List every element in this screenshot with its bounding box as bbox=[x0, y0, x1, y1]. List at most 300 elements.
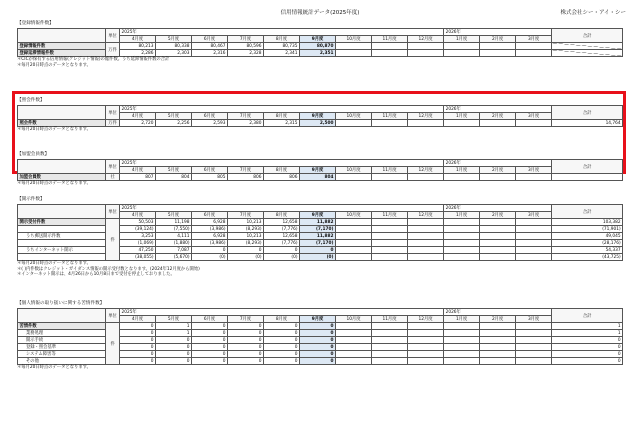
value-cell: 804 bbox=[156, 174, 192, 181]
month-header: 8月度 bbox=[264, 167, 300, 174]
value-cell: 0 bbox=[192, 337, 228, 344]
value-cell: 0 bbox=[120, 344, 156, 351]
value-cell bbox=[444, 247, 480, 254]
value-cell bbox=[336, 50, 372, 57]
total-cell: 14,764 bbox=[552, 120, 623, 127]
value-cell: 2,316 bbox=[192, 50, 228, 57]
section-notes bbox=[17, 181, 622, 187]
note-line: ＊( )内件数はクレジット・ガイダンス情報の開示受付数となります。(2024年12月度から開始) bbox=[17, 266, 200, 272]
month-header: 5月度 bbox=[156, 212, 192, 219]
value-cell bbox=[516, 351, 552, 358]
value-cell: 0 bbox=[192, 330, 228, 337]
value-cell bbox=[372, 233, 408, 240]
value-cell bbox=[336, 344, 372, 351]
value-cell: 0 bbox=[228, 323, 264, 330]
month-header: 2月度 bbox=[480, 167, 516, 174]
month-header: 6月度 bbox=[192, 36, 228, 43]
section-label: 【個人情報の取り扱いに関する苦情件数】 bbox=[17, 301, 105, 306]
month-header: 1月度 bbox=[444, 316, 480, 323]
value-cell: 805 bbox=[192, 174, 228, 181]
value-cell bbox=[408, 254, 444, 261]
value-cell: 0 bbox=[228, 330, 264, 337]
value-cell: 50,503 bbox=[120, 219, 156, 226]
table-row bbox=[18, 43, 623, 50]
month-header: 7月度 bbox=[228, 113, 264, 120]
value-cell bbox=[444, 344, 480, 351]
row-label: その他 bbox=[18, 358, 106, 365]
value-cell: 6,928 bbox=[192, 219, 228, 226]
value-cell bbox=[408, 330, 444, 337]
value-cell: (7,776) bbox=[264, 226, 300, 233]
note-line: ＊インターネット開示は、4月26日から10月8日まで受付を停止しておりました。 bbox=[17, 272, 175, 278]
row-label: 加盟会員数 bbox=[18, 174, 106, 181]
value-cell: (0) bbox=[300, 254, 336, 261]
value-cell: 2,328 bbox=[228, 50, 264, 57]
value-cell: 0 bbox=[264, 337, 300, 344]
month-header: 12月度 bbox=[408, 36, 444, 43]
value-cell bbox=[516, 43, 552, 50]
value-cell: 6,928 bbox=[192, 233, 228, 240]
value-cell: 0 bbox=[228, 358, 264, 365]
value-cell bbox=[516, 330, 552, 337]
month-header: 6月度 bbox=[192, 316, 228, 323]
value-cell bbox=[480, 323, 516, 330]
month-header: 12月度 bbox=[408, 212, 444, 219]
value-cell bbox=[408, 344, 444, 351]
value-cell: 80,338 bbox=[156, 43, 192, 50]
value-cell bbox=[444, 358, 480, 365]
value-cell: 80,596 bbox=[228, 43, 264, 50]
value-cell: (7,170) bbox=[300, 226, 336, 233]
value-cell: (7,170) bbox=[300, 240, 336, 247]
value-cell: 47,250 bbox=[120, 247, 156, 254]
header-blank bbox=[18, 29, 106, 43]
total-cell: (28,176) bbox=[552, 240, 623, 247]
value-cell: 0 bbox=[120, 323, 156, 330]
value-cell: 0 bbox=[120, 358, 156, 365]
month-header: 10月度 bbox=[336, 113, 372, 120]
row-label: うち郵送開示件数 bbox=[18, 233, 106, 240]
value-cell: 0 bbox=[120, 337, 156, 344]
value-cell bbox=[408, 351, 444, 358]
month-header: 12月度 bbox=[408, 167, 444, 174]
value-cell: 2,380 bbox=[228, 120, 264, 127]
table-row bbox=[18, 174, 623, 181]
value-cell: 0 bbox=[300, 323, 336, 330]
value-cell bbox=[372, 330, 408, 337]
value-cell: 0 bbox=[228, 351, 264, 358]
value-cell bbox=[516, 219, 552, 226]
month-header: 3月度 bbox=[516, 113, 552, 120]
month-header: 7月度 bbox=[228, 316, 264, 323]
month-header: 10月度 bbox=[336, 167, 372, 174]
section-notes bbox=[17, 57, 622, 68]
month-header: 1月度 bbox=[444, 36, 480, 43]
year-header-2025: 2025年 bbox=[120, 309, 444, 316]
value-cell: 80,467 bbox=[192, 43, 228, 50]
total-header: 合計 bbox=[552, 309, 623, 323]
month-header: 2月度 bbox=[480, 113, 516, 120]
total-cell: 0 bbox=[552, 337, 623, 344]
value-cell: (7,776) bbox=[264, 240, 300, 247]
value-cell bbox=[336, 351, 372, 358]
value-cell: 0 bbox=[264, 358, 300, 365]
value-cell bbox=[372, 344, 408, 351]
unit-cell: 件 bbox=[106, 219, 120, 261]
section-member-count bbox=[17, 151, 622, 187]
value-cell bbox=[444, 233, 480, 240]
value-cell: 0 bbox=[264, 351, 300, 358]
value-cell: 2,256 bbox=[156, 120, 192, 127]
value-cell bbox=[408, 219, 444, 226]
month-header: 9月度 bbox=[300, 167, 336, 174]
value-cell: 80,735 bbox=[264, 43, 300, 50]
month-header: 7月度 bbox=[228, 212, 264, 219]
value-cell bbox=[372, 226, 408, 233]
total-cell bbox=[552, 43, 623, 50]
year-header-2025: 2025年 bbox=[120, 29, 444, 36]
total-cell bbox=[552, 174, 623, 181]
year-header-2026: 2026年 bbox=[444, 29, 552, 36]
section-label: 【開示件数】 bbox=[17, 197, 45, 202]
month-header: 6月度 bbox=[192, 212, 228, 219]
value-cell: 2,341 bbox=[264, 50, 300, 57]
header-blank bbox=[18, 309, 106, 323]
month-header: 11月度 bbox=[372, 212, 408, 219]
document-title: 信用情報統計データ(2025年度) bbox=[280, 10, 360, 16]
value-cell: 2,351 bbox=[300, 50, 336, 57]
month-header: 12月度 bbox=[408, 316, 444, 323]
row-label: 登録情報件数 bbox=[18, 43, 106, 50]
year-header-2025: 2025年 bbox=[120, 160, 444, 167]
value-cell: (5,670) bbox=[156, 254, 192, 261]
value-cell bbox=[480, 43, 516, 50]
value-cell bbox=[444, 240, 480, 247]
value-cell: 4,111 bbox=[156, 233, 192, 240]
value-cell bbox=[516, 358, 552, 365]
value-cell bbox=[408, 323, 444, 330]
value-cell: 2,593 bbox=[192, 120, 228, 127]
unit-cell: 万件 bbox=[106, 120, 120, 127]
row-label: システム障害等 bbox=[18, 351, 106, 358]
value-cell bbox=[480, 174, 516, 181]
year-header-2026: 2026年 bbox=[444, 106, 552, 113]
row-label: 登録・照会基準 bbox=[18, 344, 106, 351]
value-cell: 0 bbox=[156, 358, 192, 365]
month-header: 9月度 bbox=[300, 113, 336, 120]
year-header-2025: 2025年 bbox=[120, 106, 444, 113]
value-cell: 0 bbox=[300, 351, 336, 358]
value-cell: 0 bbox=[264, 323, 300, 330]
section-notes bbox=[17, 261, 622, 278]
month-header: 12月度 bbox=[408, 113, 444, 120]
value-cell bbox=[408, 50, 444, 57]
value-cell bbox=[336, 254, 372, 261]
year-header-2026: 2026年 bbox=[444, 205, 552, 212]
value-cell: 2,500 bbox=[300, 120, 336, 127]
value-cell: 0 bbox=[264, 344, 300, 351]
value-cell: (1,069) bbox=[120, 240, 156, 247]
value-cell bbox=[480, 219, 516, 226]
value-cell: 2,720 bbox=[120, 120, 156, 127]
value-cell bbox=[444, 43, 480, 50]
value-cell: 0 bbox=[156, 337, 192, 344]
year-header-2025: 2025年 bbox=[120, 205, 444, 212]
value-cell bbox=[480, 358, 516, 365]
value-cell bbox=[408, 358, 444, 365]
month-header: 11月度 bbox=[372, 113, 408, 120]
value-cell bbox=[480, 233, 516, 240]
month-header: 3月度 bbox=[516, 316, 552, 323]
value-cell: 0 bbox=[228, 337, 264, 344]
value-cell bbox=[480, 247, 516, 254]
value-cell bbox=[480, 254, 516, 261]
total-header: 合計 bbox=[552, 106, 623, 120]
unit-header: 単位 bbox=[106, 309, 120, 323]
value-cell bbox=[372, 337, 408, 344]
value-cell bbox=[408, 337, 444, 344]
total-cell: (71,901) bbox=[552, 226, 623, 233]
month-header: 2月度 bbox=[480, 212, 516, 219]
value-cell bbox=[372, 240, 408, 247]
value-cell bbox=[444, 174, 480, 181]
value-cell bbox=[480, 344, 516, 351]
value-cell bbox=[516, 344, 552, 351]
value-cell bbox=[480, 330, 516, 337]
unit-cell: 万件 bbox=[106, 43, 120, 57]
month-header: 9月度 bbox=[300, 36, 336, 43]
value-cell bbox=[336, 330, 372, 337]
total-cell: 0 bbox=[552, 351, 623, 358]
unit-header: 単位 bbox=[106, 106, 120, 120]
value-cell bbox=[372, 247, 408, 254]
value-cell: (3,986) bbox=[192, 240, 228, 247]
value-cell: 0 bbox=[300, 337, 336, 344]
value-cell: 0 bbox=[264, 330, 300, 337]
value-cell bbox=[480, 50, 516, 57]
row-label bbox=[18, 240, 106, 247]
value-cell: (39,124) bbox=[120, 226, 156, 233]
value-cell: 2,286 bbox=[120, 50, 156, 57]
note-line: ＊毎月20日時点のデータとなります。 bbox=[17, 62, 91, 68]
value-cell bbox=[408, 226, 444, 233]
value-cell: 0 bbox=[264, 247, 300, 254]
registered-info-table bbox=[17, 28, 623, 57]
value-cell bbox=[516, 226, 552, 233]
value-cell bbox=[372, 219, 408, 226]
month-header: 5月度 bbox=[156, 113, 192, 120]
value-cell bbox=[444, 226, 480, 233]
value-cell bbox=[372, 43, 408, 50]
header-blank bbox=[18, 160, 106, 174]
value-cell: (0) bbox=[264, 254, 300, 261]
total-cell: 1 bbox=[552, 330, 623, 337]
value-cell bbox=[516, 233, 552, 240]
value-cell: 806 bbox=[228, 174, 264, 181]
month-header: 3月度 bbox=[516, 212, 552, 219]
value-cell: (0) bbox=[228, 254, 264, 261]
value-cell: (8,293) bbox=[228, 240, 264, 247]
section-complaint-count bbox=[17, 300, 622, 371]
header-blank bbox=[18, 205, 106, 219]
row-label bbox=[18, 226, 106, 233]
value-cell: 0 bbox=[120, 330, 156, 337]
table-row bbox=[18, 219, 623, 226]
month-header: 9月度 bbox=[300, 316, 336, 323]
month-header: 7月度 bbox=[228, 167, 264, 174]
month-header: 1月度 bbox=[444, 167, 480, 174]
value-cell: (3,986) bbox=[192, 226, 228, 233]
value-cell: 0 bbox=[156, 351, 192, 358]
value-cell: 2,303 bbox=[156, 50, 192, 57]
month-header: 9月度 bbox=[300, 212, 336, 219]
value-cell bbox=[516, 50, 552, 57]
month-header: 6月度 bbox=[192, 113, 228, 120]
month-header: 4月度 bbox=[120, 316, 156, 323]
month-header: 5月度 bbox=[156, 167, 192, 174]
note-line: ＊CICが保有する信用情報(クレジット情報)の総件数。うち延滞情報件数の合計 bbox=[17, 57, 170, 62]
row-label: 開示手続 bbox=[18, 337, 106, 344]
month-header: 7月度 bbox=[228, 36, 264, 43]
value-cell bbox=[372, 174, 408, 181]
total-cell: 49,045 bbox=[552, 233, 623, 240]
row-label: 苦情件数 bbox=[18, 323, 106, 330]
value-cell: 0 bbox=[300, 330, 336, 337]
value-cell: 1 bbox=[156, 323, 192, 330]
section-registered-info bbox=[17, 20, 622, 68]
total-header: 合計 bbox=[552, 160, 623, 174]
value-cell: 0 bbox=[192, 344, 228, 351]
value-cell bbox=[372, 323, 408, 330]
value-cell: (1,880) bbox=[156, 240, 192, 247]
month-header: 11月度 bbox=[372, 167, 408, 174]
value-cell: 12,658 bbox=[264, 219, 300, 226]
value-cell bbox=[408, 233, 444, 240]
value-cell: (38,055) bbox=[120, 254, 156, 261]
note-line: ＊毎月20日時点のデータとなります。 bbox=[17, 261, 91, 266]
row-label: 照会件数 bbox=[18, 120, 106, 127]
value-cell bbox=[408, 43, 444, 50]
value-cell: 0 bbox=[192, 247, 228, 254]
disclosure-count-table bbox=[17, 204, 623, 261]
month-header: 4月度 bbox=[120, 36, 156, 43]
row-label: 開示受付件数 bbox=[18, 219, 106, 226]
value-cell: 80,213 bbox=[120, 43, 156, 50]
total-cell: 103,382 bbox=[552, 219, 623, 226]
month-header: 8月度 bbox=[264, 316, 300, 323]
value-cell: 7,087 bbox=[156, 247, 192, 254]
value-cell bbox=[480, 337, 516, 344]
value-cell bbox=[372, 50, 408, 57]
value-cell bbox=[480, 226, 516, 233]
value-cell bbox=[408, 240, 444, 247]
value-cell bbox=[516, 174, 552, 181]
value-cell: 0 bbox=[300, 247, 336, 254]
value-cell: 3,253 bbox=[120, 233, 156, 240]
month-header: 3月度 bbox=[516, 36, 552, 43]
value-cell bbox=[444, 351, 480, 358]
value-cell bbox=[336, 358, 372, 365]
value-cell: 0 bbox=[120, 351, 156, 358]
month-header: 10月度 bbox=[336, 212, 372, 219]
value-cell: 807 bbox=[120, 174, 156, 181]
total-cell: 0 bbox=[552, 344, 623, 351]
value-cell: 1 bbox=[156, 330, 192, 337]
value-cell bbox=[336, 240, 372, 247]
section-label: 【加盟会員数】 bbox=[17, 152, 50, 157]
month-header: 11月度 bbox=[372, 36, 408, 43]
month-header: 6月度 bbox=[192, 167, 228, 174]
unit-header: 単位 bbox=[106, 205, 120, 219]
value-cell: 80,870 bbox=[300, 43, 336, 50]
row-label: うちインターネット開示 bbox=[18, 247, 106, 254]
complaint-count-table bbox=[17, 308, 623, 365]
value-cell: 0 bbox=[228, 247, 264, 254]
value-cell: 0 bbox=[156, 344, 192, 351]
value-cell: 12,658 bbox=[264, 233, 300, 240]
value-cell bbox=[444, 254, 480, 261]
value-cell: 2,315 bbox=[264, 120, 300, 127]
value-cell bbox=[336, 337, 372, 344]
value-cell bbox=[336, 43, 372, 50]
total-cell: 0 bbox=[552, 358, 623, 365]
value-cell bbox=[336, 247, 372, 254]
value-cell bbox=[480, 351, 516, 358]
value-cell bbox=[336, 233, 372, 240]
value-cell: 0 bbox=[300, 358, 336, 365]
year-header-2026: 2026年 bbox=[444, 160, 552, 167]
month-header: 8月度 bbox=[264, 113, 300, 120]
month-header: 10月度 bbox=[336, 316, 372, 323]
value-cell bbox=[336, 174, 372, 181]
section-notes bbox=[17, 365, 622, 371]
unit-header: 単位 bbox=[106, 160, 120, 174]
total-cell: 54,337 bbox=[552, 247, 623, 254]
value-cell bbox=[372, 351, 408, 358]
value-cell bbox=[480, 240, 516, 247]
section-disclosure-count bbox=[17, 196, 622, 278]
value-cell bbox=[372, 358, 408, 365]
month-header: 8月度 bbox=[264, 212, 300, 219]
value-cell bbox=[408, 174, 444, 181]
unit-header: 単位 bbox=[106, 29, 120, 43]
value-cell bbox=[336, 219, 372, 226]
value-cell: (8,293) bbox=[228, 226, 264, 233]
row-label: 登録延滞情報件数 bbox=[18, 50, 106, 57]
company-name: 株式会社シー・アイ・シー bbox=[560, 10, 626, 16]
value-cell: 11,882 bbox=[300, 233, 336, 240]
unit-cell: 社 bbox=[106, 174, 120, 181]
member-count-table bbox=[17, 159, 623, 181]
value-cell: 0 bbox=[300, 344, 336, 351]
total-cell bbox=[552, 50, 623, 57]
month-header: 5月度 bbox=[156, 36, 192, 43]
value-cell bbox=[516, 337, 552, 344]
note-line: ＊毎月20日時点のデータとなります。 bbox=[17, 365, 91, 370]
month-header: 10月度 bbox=[336, 36, 372, 43]
value-cell: 804 bbox=[300, 174, 336, 181]
value-cell: 11,198 bbox=[156, 219, 192, 226]
value-cell: 10,213 bbox=[228, 219, 264, 226]
value-cell bbox=[444, 337, 480, 344]
value-cell: 10,213 bbox=[228, 233, 264, 240]
section-label: 【照会件数】 bbox=[17, 98, 45, 103]
value-cell bbox=[516, 247, 552, 254]
total-cell: 1 bbox=[552, 323, 623, 330]
month-header: 1月度 bbox=[444, 113, 480, 120]
month-header: 4月度 bbox=[120, 167, 156, 174]
month-header: 4月度 bbox=[120, 212, 156, 219]
